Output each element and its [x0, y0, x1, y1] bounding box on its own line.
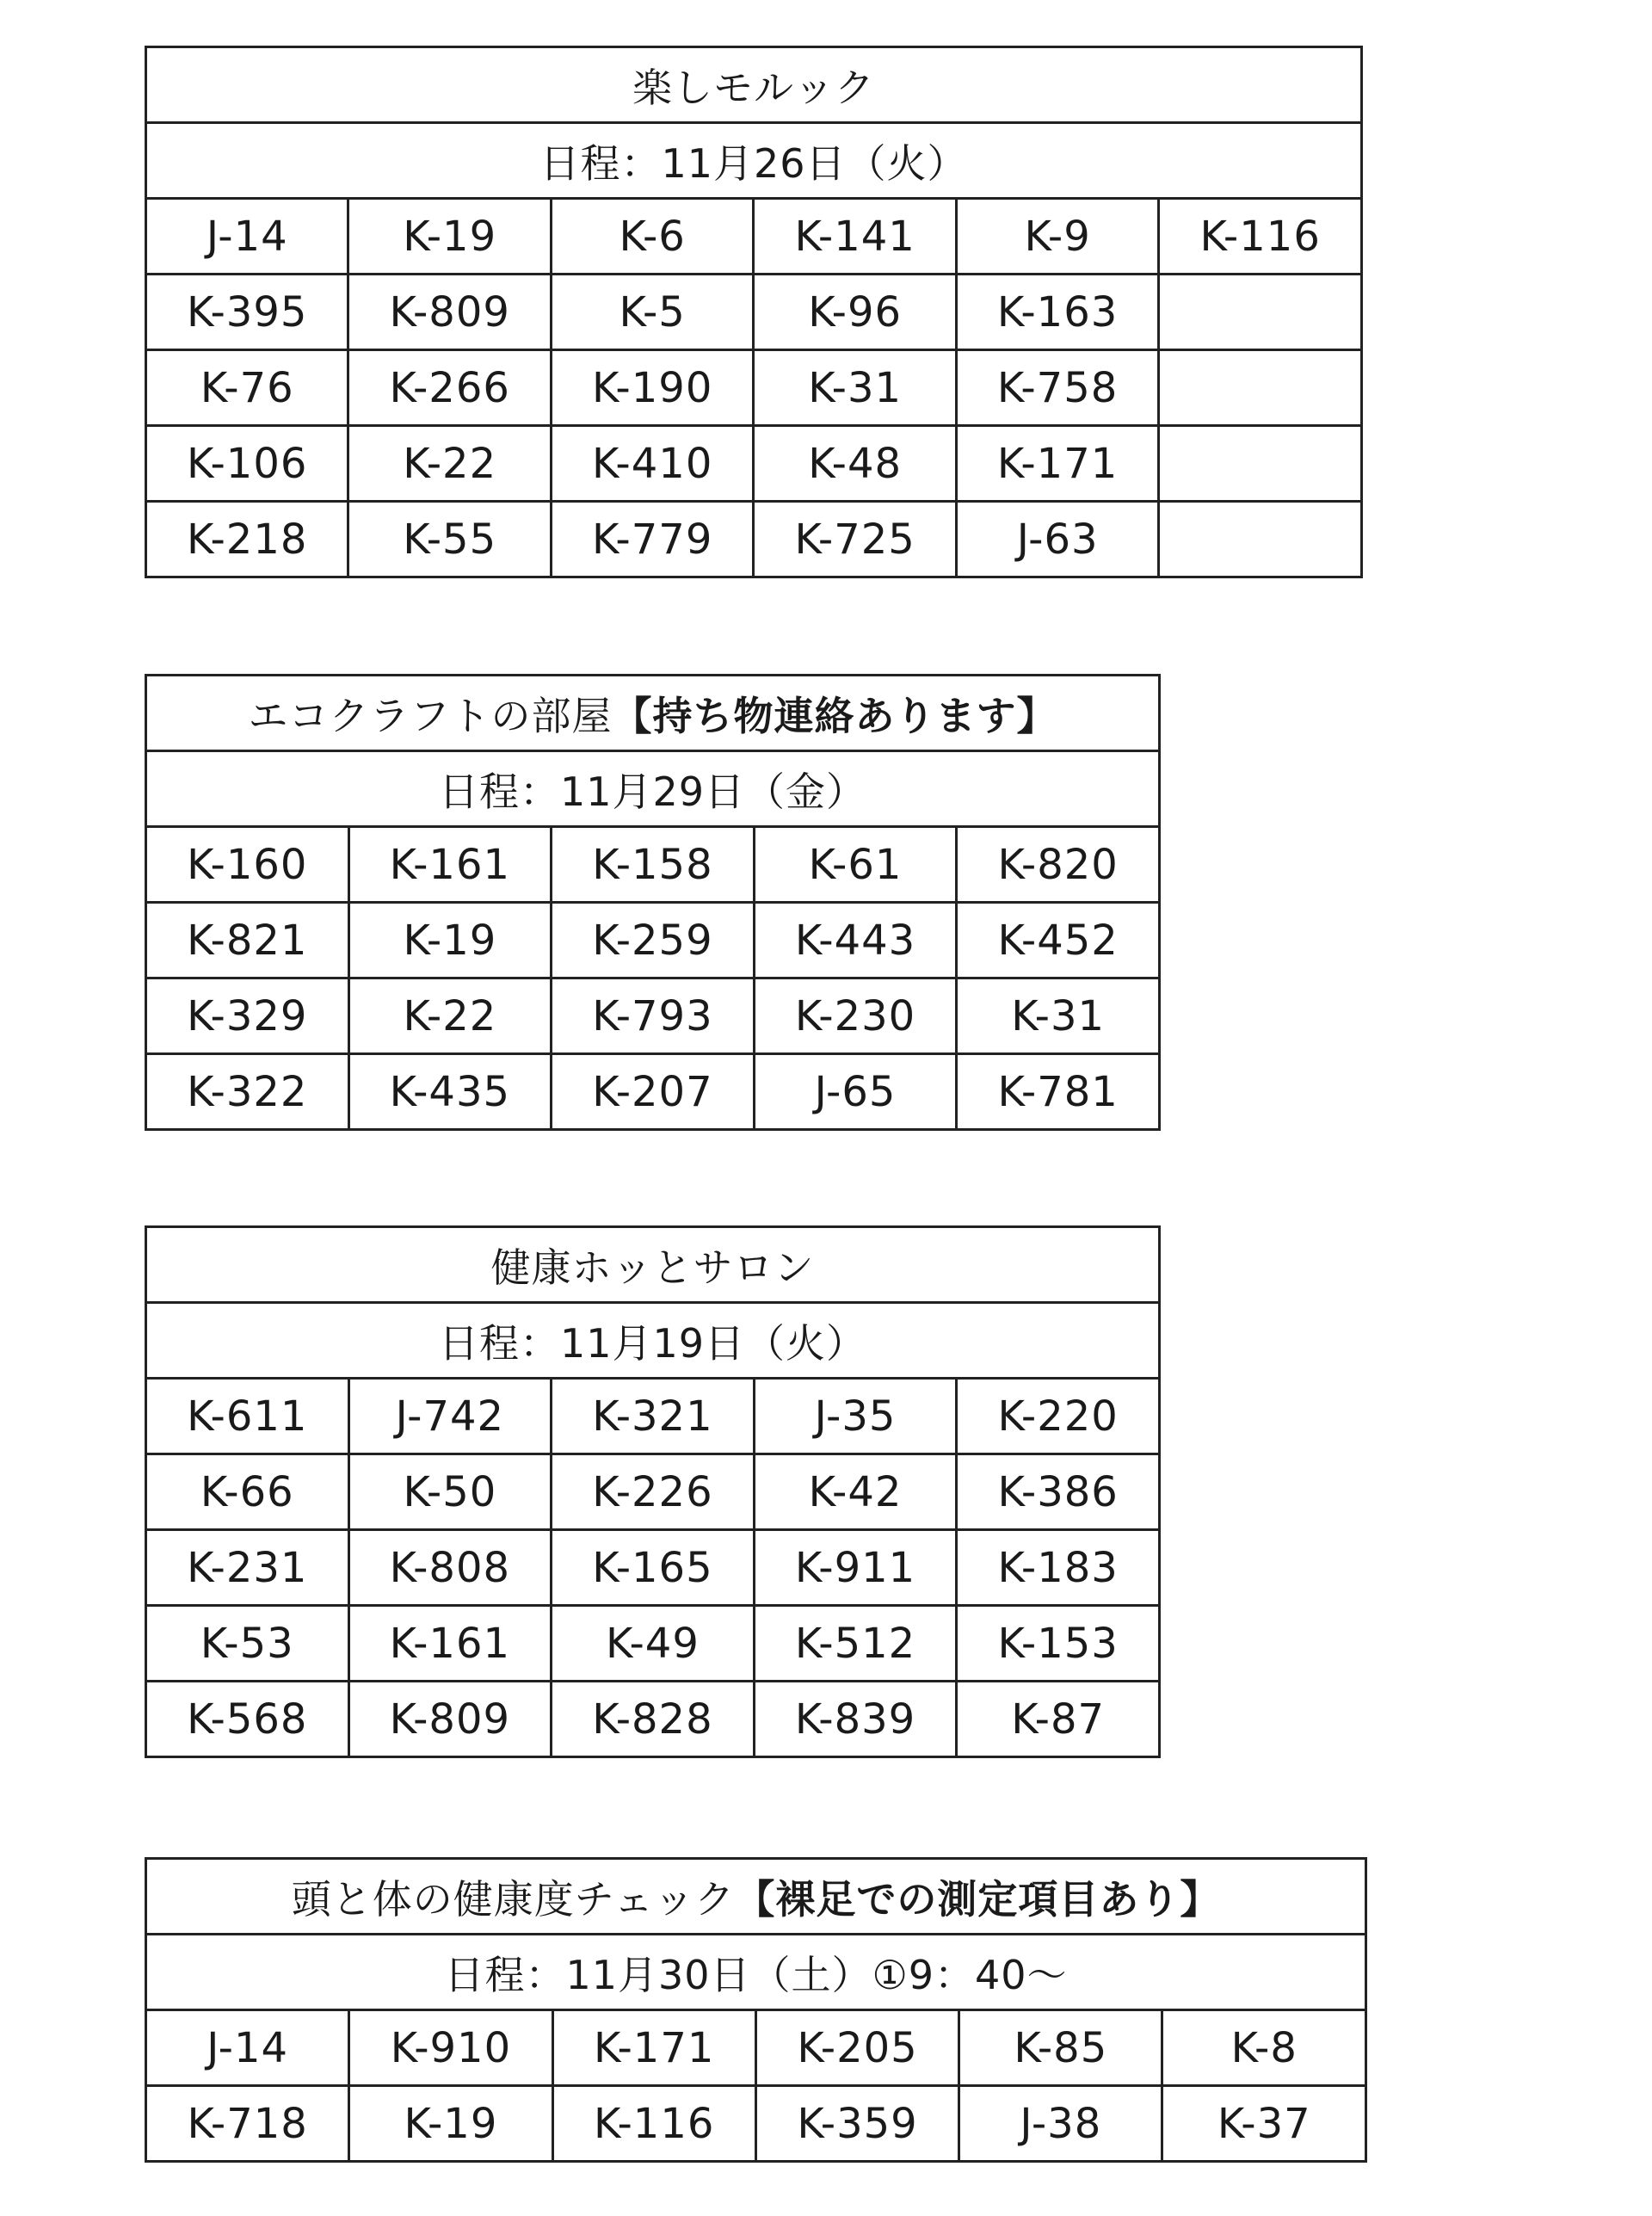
participant-id-cell: K-171 [956, 426, 1158, 502]
participant-id-cell: K-725 [754, 502, 956, 577]
event-title [146, 676, 1160, 751]
participant-id-cell: K-793 [552, 978, 755, 1054]
event-title-text: 頭と体の健康度チェック [291, 1875, 736, 1923]
participant-id-cell: J-35 [754, 1379, 957, 1454]
participant-id-cell: K-171 [552, 2010, 755, 2086]
participant-id-cell: K-19 [348, 199, 551, 275]
participant-id-cell: K-106 [146, 426, 348, 502]
participant-id-cell: K-9 [956, 199, 1158, 275]
event-date-row [146, 123, 1362, 199]
event-title [146, 1227, 1160, 1303]
participant-id-cell: K-160 [146, 827, 349, 903]
participant-id-cell: K-911 [754, 1530, 957, 1606]
participant-id-cell: K-116 [1159, 199, 1362, 275]
participant-id-cell: K-48 [754, 426, 956, 502]
participant-id-cell: K-226 [552, 1454, 755, 1530]
participant-id-cell: K-158 [552, 827, 755, 903]
participant-id-cell: K-512 [754, 1606, 957, 1682]
participant-id-cell: K-443 [754, 903, 957, 978]
participant-id-cell: K-87 [957, 1682, 1160, 1757]
event-date: 日程：11月19日（火） [146, 1303, 1160, 1379]
participant-id-cell: K-31 [957, 978, 1160, 1054]
table-row [146, 1054, 1160, 1130]
table-row [146, 1606, 1160, 1682]
participant-id-cell: K-779 [551, 502, 753, 577]
event-date-row [146, 1935, 1366, 2010]
participant-id-cell: K-76 [146, 350, 348, 426]
table-row [146, 903, 1160, 978]
participant-id-cell: K-809 [348, 1682, 552, 1757]
event-date-row [146, 751, 1160, 827]
participant-id-cell: K-165 [552, 1530, 755, 1606]
participant-id-cell: K-31 [754, 350, 956, 426]
participant-id-cell: K-808 [348, 1530, 552, 1606]
participant-id-cell: K-359 [755, 2086, 959, 2162]
participant-id-cell: K-116 [552, 2086, 755, 2162]
participant-id-cell: K-55 [348, 502, 551, 577]
participant-id-cell: K-568 [146, 1682, 349, 1757]
participant-id-cell: J-14 [146, 2010, 349, 2086]
participant-id-cell: K-19 [348, 903, 552, 978]
event-date: 日程：11月26日（火） [146, 123, 1362, 199]
event-title-row [146, 1859, 1366, 1935]
table-row [146, 275, 1362, 350]
participant-id-cell: K-66 [146, 1454, 349, 1530]
event-title-note: 【持ち物連絡あります】 [612, 692, 1057, 739]
participant-id-cell: K-321 [552, 1379, 755, 1454]
participant-id-cell: K-6 [551, 199, 753, 275]
participant-id-cell: K-231 [146, 1530, 349, 1606]
participant-id-cell: K-452 [957, 903, 1160, 978]
participant-id-cell: K-259 [552, 903, 755, 978]
participant-id-cell: K-758 [956, 350, 1158, 426]
participant-id-cell: K-19 [349, 2086, 552, 2162]
participant-id-cell: K-329 [146, 978, 349, 1054]
participant-id-cell: K-839 [754, 1682, 957, 1757]
participant-id-cell: K-395 [146, 275, 348, 350]
participant-id-cell: K-809 [348, 275, 551, 350]
schedule-table-2 [145, 674, 1161, 1131]
participant-id-cell: K-37 [1162, 2086, 1366, 2162]
participant-id-cell: J-14 [146, 199, 348, 275]
participant-id-cell: K-230 [754, 978, 957, 1054]
event-title [146, 1859, 1366, 1935]
participant-id-cell: J-63 [956, 502, 1158, 577]
schedule-table-3 [145, 1225, 1161, 1758]
event-title-row [146, 1227, 1160, 1303]
participant-id-cell: K-22 [348, 978, 552, 1054]
participant-id-cell: K-781 [957, 1054, 1160, 1130]
table-row [146, 2010, 1366, 2086]
participant-id-cell: K-205 [755, 2010, 959, 2086]
participant-id-cell [1159, 426, 1362, 502]
participant-id-cell: K-85 [959, 2010, 1162, 2086]
participant-id-cell: K-5 [551, 275, 753, 350]
event-title-row [146, 676, 1160, 751]
participant-id-cell: K-220 [957, 1379, 1160, 1454]
participant-id-cell: K-183 [957, 1530, 1160, 1606]
participant-id-cell: K-266 [348, 350, 551, 426]
participant-id-cell: K-161 [348, 827, 552, 903]
participant-id-cell: K-820 [957, 827, 1160, 903]
participant-id-cell: K-718 [146, 2086, 349, 2162]
participant-id-cell: K-49 [552, 1606, 755, 1682]
table-row [146, 1454, 1160, 1530]
participant-id-cell: K-42 [754, 1454, 957, 1530]
table-row [146, 1530, 1160, 1606]
table-row [146, 502, 1362, 577]
participant-id-cell: K-141 [754, 199, 956, 275]
participant-id-cell: K-218 [146, 502, 348, 577]
participant-id-cell: K-410 [551, 426, 753, 502]
participant-id-cell: K-50 [348, 1454, 552, 1530]
event-date: 日程：11月29日（金） [146, 751, 1160, 827]
participant-id-cell: K-910 [349, 2010, 552, 2086]
event-date: 日程：11月30日（土）①9：40～ [146, 1935, 1366, 2010]
event-title-text: エコクラフトの部屋 [248, 692, 613, 739]
event-title-text: 健康ホッとサロン [490, 1244, 815, 1291]
participant-id-cell: K-821 [146, 903, 349, 978]
participant-id-cell [1159, 350, 1362, 426]
participant-id-cell: K-207 [552, 1054, 755, 1130]
participant-id-cell: K-96 [754, 275, 956, 350]
table-row [146, 827, 1160, 903]
participant-id-cell: J-38 [959, 2086, 1162, 2162]
participant-id-cell: K-435 [348, 1054, 552, 1130]
schedule-table-4 [145, 1857, 1367, 2163]
table-row [146, 199, 1362, 275]
table-row [146, 350, 1362, 426]
participant-id-cell: K-61 [754, 827, 957, 903]
participant-id-cell: J-742 [348, 1379, 552, 1454]
participant-id-cell: K-163 [956, 275, 1158, 350]
table-row [146, 1682, 1160, 1757]
event-title [146, 47, 1362, 123]
participant-id-cell: K-322 [146, 1054, 349, 1130]
table-row [146, 978, 1160, 1054]
participant-id-cell: K-386 [957, 1454, 1160, 1530]
table-row [146, 2086, 1366, 2162]
event-title-text: 楽しモルック [632, 64, 875, 111]
participant-id-cell: K-161 [348, 1606, 552, 1682]
table-row [146, 426, 1362, 502]
participant-id-cell: K-153 [957, 1606, 1160, 1682]
participant-id-cell [1159, 275, 1362, 350]
participant-id-cell: K-828 [552, 1682, 755, 1757]
participant-id-cell: K-611 [146, 1379, 349, 1454]
event-date-row [146, 1303, 1160, 1379]
participant-id-cell [1159, 502, 1362, 577]
participant-id-cell: K-22 [348, 426, 551, 502]
table-row [146, 1379, 1160, 1454]
event-title-row [146, 47, 1362, 123]
schedule-table-1 [145, 46, 1363, 578]
participant-id-cell: K-53 [146, 1606, 349, 1682]
event-title-note: 【裸足での測定項目あり】 [735, 1875, 1221, 1923]
participant-id-cell: K-190 [551, 350, 753, 426]
participant-id-cell: J-65 [754, 1054, 957, 1130]
participant-id-cell: K-8 [1162, 2010, 1366, 2086]
